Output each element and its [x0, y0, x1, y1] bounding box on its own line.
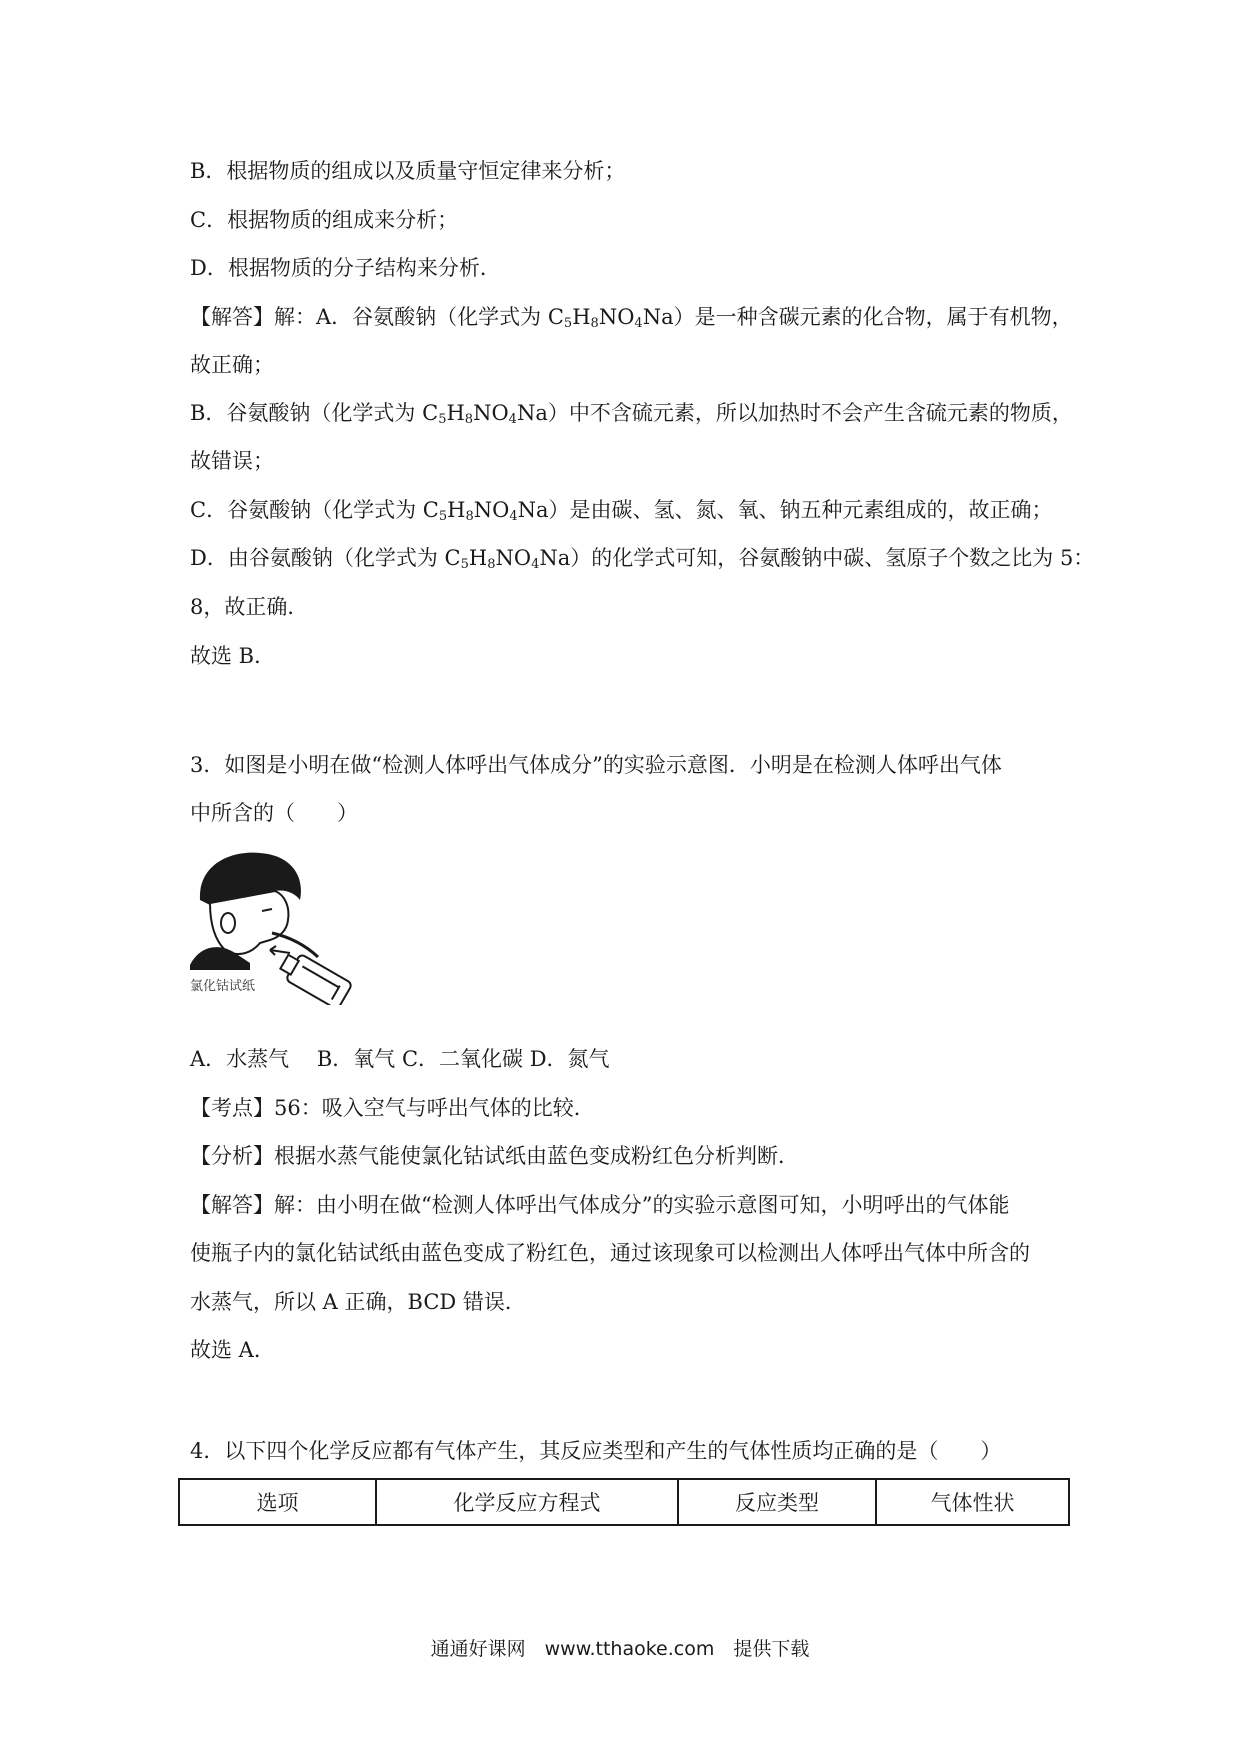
q4-table-header	[178, 1478, 1070, 1526]
table-header-cell: 化学反应方程式	[377, 1480, 679, 1524]
q4-stem: 4．以下四个化学反应都有气体产生，其反应类型和产生的气体性质均正确的是（ ）	[190, 1439, 1002, 1463]
formula: $C_5H_8NO_4Na$	[444, 546, 571, 572]
solution-d-pre: D．由谷氨酸钠（化学式为	[190, 546, 445, 570]
analysis-b: B．根据物质的组成以及质量守恒定律来分析；	[190, 159, 626, 183]
analysis-d: D．根据物质的分子结构来分析．	[190, 256, 501, 280]
q3-stem-line-2: 中所含的（ ）	[190, 801, 358, 825]
analysis-c: C．根据物质的组成来分析；	[190, 208, 459, 232]
q3-answer: 故选 A．	[190, 1338, 275, 1362]
solution-d	[190, 543, 1094, 580]
table-header-cell: 气体性状	[930, 1491, 1015, 1515]
solution-b	[190, 398, 1073, 435]
solution-a	[190, 302, 1073, 339]
formula: $C_5H_8NO_4Na$	[422, 401, 548, 427]
q3-jieda-line-2: 使瓶子内的氯化钴试纸由蓝色变成了粉红色，通过该现象可以检测出人体呼出气体中所含的	[190, 1241, 1030, 1265]
q3-stem-line-1: 3．如图是小明在做“检测人体呼出气体成分”的实验示意图．小明是在检测人体呼出气体	[190, 753, 1002, 777]
q3-kaodian: 【考点】56：吸入空气与呼出气体的比较．	[190, 1096, 595, 1120]
q3-options: A．水蒸气 B．氧气 C．二氧化碳 D．氮气	[190, 1047, 610, 1071]
solution-b-post: ）中不含硫元素，所以加热时不会产生含硫元素的物质，	[547, 401, 1073, 425]
table-header-cell: 选项	[180, 1480, 377, 1524]
solution-a-pre: 【解答】解：A．谷氨酸钠（化学式为	[190, 305, 548, 329]
solution-b-cont: 故错误；	[190, 449, 274, 473]
solution-a-post: ）是一种含碳元素的化合物，属于有机物，	[673, 305, 1073, 329]
solution-a-cont: 故正确；	[190, 353, 274, 377]
solution-b-pre: B．谷氨酸钠（化学式为	[190, 401, 423, 425]
formula: $C_5H_8NO_4Na$	[422, 498, 549, 524]
solution-c-post: ）是由碳、氢、氮、氧、钠五种元素组成的，故正确；	[548, 498, 1053, 522]
experiment-figure	[190, 845, 360, 1005]
solution-answer: 故选 B．	[190, 644, 276, 668]
solution-c-pre: C．谷氨酸钠（化学式为	[190, 498, 423, 522]
table-header-cell: 反应类型	[679, 1480, 877, 1524]
formula: $C_5H_8NO_4Na$	[547, 305, 674, 331]
q3-fenxi: 【分析】根据水蒸气能使氯化钴试纸由蓝色变成粉红色分析判断．	[190, 1144, 799, 1168]
figure-label: 氯化钴试纸	[190, 979, 256, 994]
solution-d-cont: 8，故正确．	[190, 595, 309, 619]
solution-c	[190, 495, 1053, 532]
q3-jieda-line-1: 【解答】解：由小明在做“检测人体呼出气体成分”的实验示意图可知，小明呼出的气体能	[190, 1193, 1010, 1217]
q3-jieda-line-3: 水蒸气，所以 A 正确，BCD 错误．	[190, 1290, 526, 1314]
solution-d-post: ）的化学式可知，谷氨酸钠中碳、氢原子个数之比为 5：	[570, 546, 1095, 570]
footer: 通通好课网 www.tthaoke.com 提供下载	[430, 1638, 810, 1660]
